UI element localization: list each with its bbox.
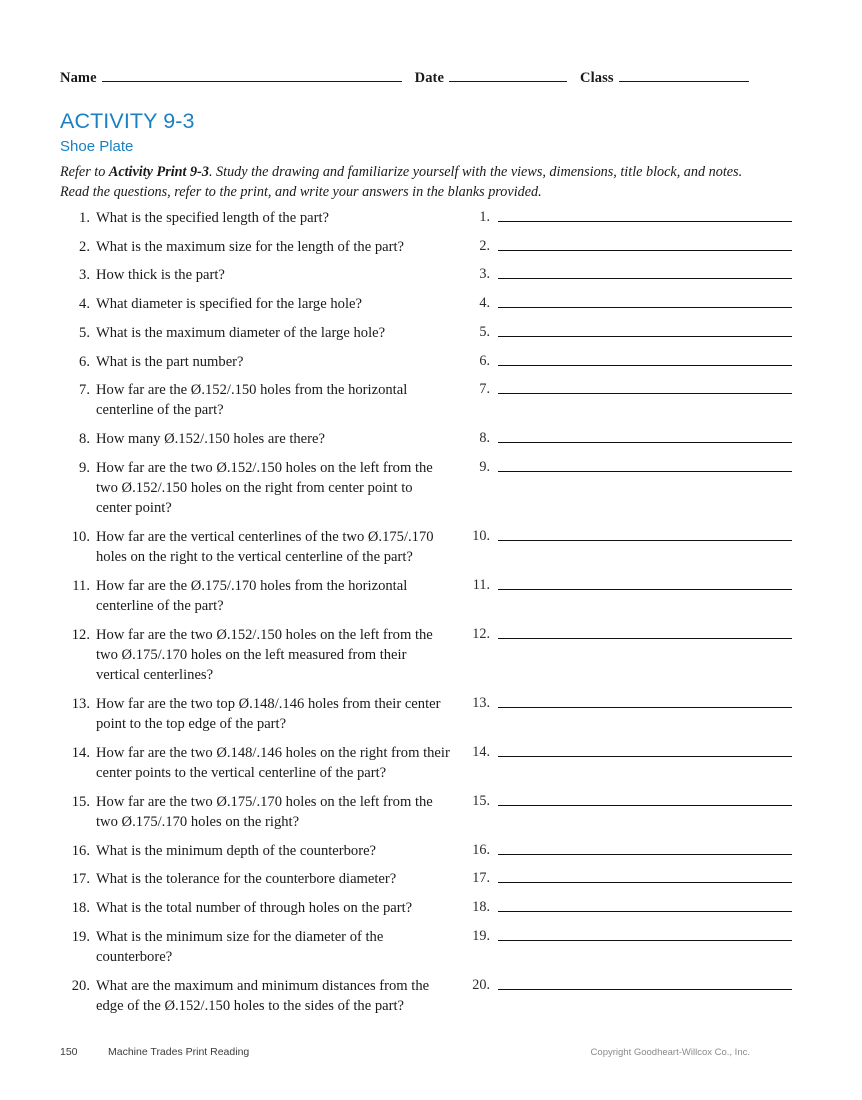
answer-block: [448, 294, 800, 314]
question-row: [60, 743, 800, 783]
instructions-rest: . Study the drawing and familiarize yourself with the views, dimensions, title block, and notes. Read the questions, refer to the print, and write your answers in the blanks provided.: [60, 164, 743, 201]
instructions-print-reference: Activity Print 9-3: [108, 164, 209, 180]
answer-number: 19.: [472, 927, 490, 944]
class-label: Class: [580, 70, 614, 86]
question-number: 5.: [79, 324, 90, 341]
footer-copyright: Copyright Goodheart-Willcox Co., Inc.: [590, 1047, 750, 1058]
answer-number: 5.: [479, 323, 490, 340]
question-row: [60, 527, 800, 567]
question-text: What is the tolerance for the counterbore diameter?: [96, 871, 397, 888]
name-blank[interactable]: [102, 70, 402, 82]
answer-blank[interactable]: [498, 792, 792, 806]
question-block: [60, 743, 455, 783]
question-block: [60, 841, 448, 861]
question-text: What diameter is specified for the large hole?: [96, 296, 362, 313]
question-number: 19.: [71, 928, 90, 945]
question-text: How far are the Ø.175/.170 holes from the horizontal centerline of the part?: [96, 577, 408, 615]
question-block: [60, 527, 448, 567]
question-row: [60, 898, 800, 918]
question-block: [60, 458, 448, 519]
answer-number: 7.: [479, 381, 490, 398]
answer-block: [448, 625, 800, 645]
question-block: [60, 625, 448, 686]
question-row: [60, 841, 800, 861]
answer-number: 13.: [472, 694, 490, 711]
answer-blank[interactable]: [498, 927, 792, 941]
answer-number: 20.: [472, 976, 490, 993]
student-info-row: [60, 70, 750, 87]
question-number: 14.: [71, 744, 90, 761]
question-text: How far are the two Ø.152/.150 holes on the left from the two Ø.152/.150 holes on the right from center point to center point?: [96, 459, 433, 517]
question-text: How far are the two Ø.175/.170 holes on the left from the two Ø.175/.170 holes on the right?: [96, 793, 433, 830]
page-footer: [60, 1046, 750, 1058]
instructions-lead: Refer to: [60, 164, 109, 180]
question-block: [60, 869, 448, 889]
question-list: [60, 208, 800, 1025]
answer-blank[interactable]: [498, 458, 792, 472]
answer-block: [448, 792, 800, 812]
answer-blank[interactable]: [498, 694, 792, 708]
answer-blank[interactable]: [498, 294, 792, 308]
answer-blank[interactable]: [498, 237, 792, 251]
answer-block: [448, 576, 800, 596]
answer-blank[interactable]: [498, 429, 792, 443]
question-row: [60, 792, 800, 832]
question-number: 18.: [71, 899, 90, 916]
question-block: [60, 429, 448, 449]
question-text: How far are the Ø.152/.150 holes from the horizontal centerline of the part?: [96, 382, 408, 419]
question-block: [60, 208, 448, 228]
answer-block: [448, 927, 800, 947]
question-row: [60, 323, 800, 343]
question-text: What is the total number of through holes on the part?: [96, 899, 413, 916]
answer-number: 3.: [479, 266, 490, 283]
class-blank[interactable]: [619, 70, 749, 82]
question-block: [60, 976, 448, 1016]
question-row: [60, 237, 800, 257]
answer-blank[interactable]: [498, 323, 792, 337]
question-number: 9.: [79, 459, 90, 476]
question-text: What is the specified length of the part?: [96, 210, 330, 226]
page-subtitle: Shoe Plate: [60, 138, 134, 155]
answer-block: [448, 527, 800, 547]
question-block: [60, 323, 448, 343]
page-title: ACTIVITY 9-3: [60, 109, 195, 133]
answer-number: 14.: [472, 743, 490, 760]
answer-blank[interactable]: [498, 869, 792, 883]
question-number: 2.: [79, 238, 90, 255]
question-block: [60, 576, 448, 616]
question-number: 7.: [79, 382, 90, 399]
question-block: [60, 927, 448, 967]
footer-book-title: Machine Trades Print Reading: [108, 1046, 250, 1058]
question-number: 13.: [71, 695, 90, 712]
answer-blank[interactable]: [498, 976, 792, 990]
name-label: Name: [60, 70, 97, 86]
question-text: How far are the two top Ø.148/.146 holes from their center point to the top edge of the part?: [96, 695, 441, 733]
question-number: 4.: [79, 296, 90, 313]
question-row: [60, 576, 800, 616]
answer-number: 9.: [479, 458, 490, 475]
footer-left-group: [60, 1046, 249, 1058]
date-label: Date: [414, 70, 445, 86]
question-number: 20.: [71, 977, 90, 994]
answer-block: [448, 458, 800, 478]
answer-block: [448, 694, 800, 714]
question-row: [60, 208, 800, 228]
answer-blank[interactable]: [498, 527, 792, 541]
question-number: 12.: [71, 626, 90, 643]
answer-number: 10.: [472, 527, 490, 544]
answer-number: 12.: [472, 625, 490, 642]
answer-number: 18.: [472, 898, 490, 915]
answer-block: [448, 380, 800, 400]
answer-block: [448, 237, 800, 257]
answer-block: [448, 323, 800, 343]
answer-block: [448, 429, 800, 449]
question-number: 10.: [71, 528, 90, 545]
question-row: [60, 352, 800, 372]
question-text: How many Ø.152/.150 holes are there?: [96, 431, 325, 448]
question-block: [60, 898, 448, 918]
answer-number: 16.: [472, 841, 490, 858]
answer-number: 4.: [479, 295, 490, 312]
question-row: [60, 694, 800, 734]
question-number: 6.: [79, 353, 90, 370]
question-block: [60, 352, 448, 372]
question-text: How far are the two Ø.148/.146 holes on the right from their center points to the vertical centerline of the part?: [96, 744, 450, 781]
answer-blank[interactable]: [498, 898, 792, 912]
answer-number: 1.: [479, 209, 490, 225]
answer-number: 11.: [472, 576, 490, 593]
question-block: [60, 694, 448, 734]
question-row: [60, 625, 800, 686]
answer-blank[interactable]: [498, 265, 792, 279]
answer-block: [448, 352, 800, 372]
question-row: [60, 927, 800, 967]
question-row: [60, 380, 800, 420]
answer-number: 15.: [472, 792, 490, 809]
answer-block: [448, 841, 800, 861]
question-number: 8.: [79, 431, 90, 448]
question-block: [60, 237, 448, 257]
answer-blank[interactable]: [498, 352, 792, 366]
question-row: [60, 869, 800, 889]
question-text: How far are the vertical centerlines of the two Ø.175/.170 holes on the right to the vertical centerline of the part?: [96, 528, 434, 566]
question-number: 16.: [71, 842, 90, 859]
question-text: What is the maximum diameter of the large hole?: [96, 324, 386, 341]
question-text: How thick is the part?: [96, 267, 225, 284]
question-row: [60, 429, 800, 449]
answer-number: 17.: [472, 870, 490, 887]
answer-blank[interactable]: [498, 625, 792, 639]
question-row: [60, 976, 800, 1016]
answer-blank[interactable]: [498, 743, 792, 757]
question-text: What are the maximum and minimum distances from the edge of the Ø.152/.150 holes to the sides of the part?: [96, 977, 430, 1014]
question-text: How far are the two Ø.152/.150 holes on the left from the two Ø.175/.170 holes on the left measured from their vertical centerlines?: [96, 626, 433, 684]
answer-number: 2.: [479, 237, 490, 254]
answer-number: 8.: [479, 430, 490, 447]
question-block: [60, 294, 448, 314]
answer-block: [455, 743, 800, 763]
answer-blank[interactable]: [498, 208, 792, 222]
answer-blank[interactable]: [498, 380, 792, 394]
answer-block: [448, 869, 800, 889]
question-row: [60, 265, 800, 285]
question-text: What is the part number?: [96, 353, 244, 370]
question-text: What is the maximum size for the length of the part?: [96, 238, 404, 255]
answer-number: 6.: [479, 352, 490, 369]
question-block: [60, 265, 448, 285]
question-row: [60, 294, 800, 314]
answer-block: [448, 208, 800, 228]
date-blank[interactable]: [449, 70, 567, 82]
question-text: What is the minimum depth of the counterbore?: [96, 842, 377, 859]
question-text: What is the minimum size for the diameter of the counterbore?: [96, 928, 384, 965]
question-block: [60, 792, 448, 832]
question-row: [60, 458, 800, 519]
question-number: 17.: [71, 871, 90, 888]
answer-block: [448, 265, 800, 285]
question-number: 3.: [79, 267, 90, 284]
question-block: [60, 380, 448, 420]
answer-block: [448, 976, 800, 996]
footer-page-number: 150: [60, 1046, 78, 1058]
answer-blank[interactable]: [498, 841, 792, 855]
question-number: 1.: [79, 210, 90, 226]
question-number: 15.: [71, 793, 90, 810]
answer-block: [448, 898, 800, 918]
instructions-paragraph: [60, 162, 744, 202]
answer-blank[interactable]: [498, 576, 792, 590]
question-number: 11.: [72, 577, 90, 594]
